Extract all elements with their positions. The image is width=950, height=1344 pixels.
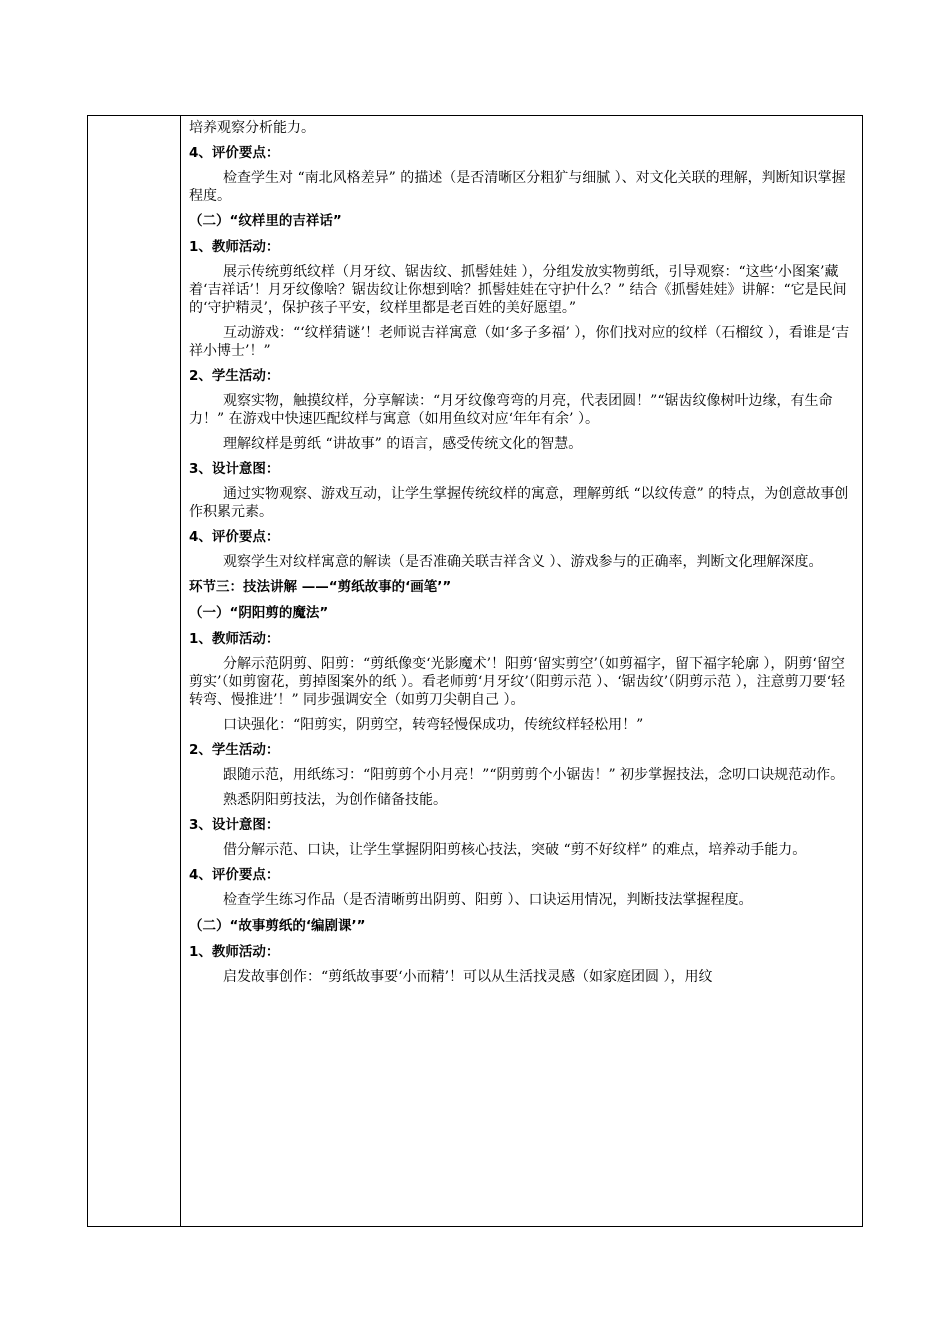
heading-teacher-activity: 1、教师活动： bbox=[189, 944, 280, 960]
paragraph: 观察实物，触摸纹样，分享解读：“月牙纹像弯弯的月亮，代表团圆！”“锯齿纹像树叶边缘，有生命力！” 在游戏中快速匹配纹样与寓意（如用鱼纹对应‘年年有余’ ）。 bbox=[189, 393, 833, 427]
paragraph: 启发故事创作：“剪纸故事要‘小而精’！可以从生活找灵感（如家庭团圆 ），用纹 bbox=[223, 969, 713, 985]
paragraph: 分解示范阴剪、阳剪：“剪纸像变‘光影魔术’！阳剪‘留实剪空’（如剪福字，留下福字轮廓 ），阴剪‘留空剪实’（如剪窗花，剪掉图案外的纸 ）。看老师剪‘月牙纹’（阳剪示范 ）、‘锯齿纹’（阴剪示范 ），注意剪刀要‘轻转弯、慢推进’！” 同步强调安全（如剪刀尖朝自己 ）。 bbox=[189, 656, 846, 708]
heading-evaluation: 4、评价要点： bbox=[189, 867, 280, 883]
paragraph: 观察学生对纹样寓意的解读（是否准确关联吉祥含义 ）、游戏参与的正确率，判断文化理解深度。 bbox=[223, 554, 823, 570]
lesson-plan-table bbox=[87, 115, 863, 1227]
heading-student-activity: 2、学生活动： bbox=[189, 368, 280, 384]
stage-heading: 环节三：技法讲解 ——“剪纸故事的‘画笔’” bbox=[189, 579, 452, 595]
section-heading: （二）“纹样里的吉祥话” bbox=[189, 213, 342, 229]
content-cell bbox=[189, 119, 851, 986]
heading-evaluation: 4、评价要点： bbox=[189, 529, 280, 545]
left-column-cell bbox=[88, 116, 181, 1226]
paragraph: 检查学生练习作品（是否清晰剪出阴剪、阳剪 ）、口诀运用情况，判断技法掌握程度。 bbox=[223, 892, 753, 908]
paragraph: 互动游戏：“‘纹样猜谜’！老师说吉祥寓意（如‘多子多福’ ），你们找对应的纹样（石榴纹 ），看谁是‘吉祥小博士’！” bbox=[189, 325, 850, 359]
paragraph: 通过实物观察、游戏互动，让学生掌握传统纹样的寓意，理解剪纸 “以纹传意” 的特点，为创意故事创作积累元素。 bbox=[189, 486, 849, 520]
section-heading: （二）“故事剪纸的‘编剧课’” bbox=[189, 918, 366, 934]
paragraph: 口诀强化：“阳剪实，阴剪空，转弯轻慢保成功，传统纹样轻松用！” bbox=[223, 717, 644, 733]
heading-teacher-activity: 1、教师活动： bbox=[189, 631, 280, 647]
paragraph: 展示传统剪纸纹样（月牙纹、锯齿纹、抓髻娃娃 ），分组发放实物剪纸，引导观察：“这些‘小图案’藏着‘吉祥话’！月牙纹像啥？锯齿纹让你想到啥？抓髻娃娃在守护什么？” 结合《抓髻娃娃》讲解：“它是民间的‘守护精灵’，保护孩子平安，纹样里都是老百姓的美好愿望。” bbox=[189, 264, 847, 316]
heading-student-activity: 2、学生活动： bbox=[189, 742, 280, 758]
heading-teacher-activity: 1、教师活动： bbox=[189, 239, 280, 255]
paragraph: 培养观察分析能力。 bbox=[189, 120, 315, 136]
paragraph: 理解纹样是剪纸 “讲故事” 的语言，感受传统文化的智慧。 bbox=[223, 436, 583, 452]
paragraph: 熟悉阴阳剪技法，为创作储备技能。 bbox=[223, 792, 447, 808]
paragraph: 检查学生对 “南北风格差异” 的描述（是否清晰区分粗犷与细腻 ）、对文化关联的理解，判断知识掌握程度。 bbox=[189, 170, 846, 204]
paragraph: 跟随示范，用纸练习：“阳剪剪个小月亮！”“阴剪剪个小锯齿！” 初步掌握技法，念叨口诀规范动作。 bbox=[223, 767, 845, 783]
heading-design-intent: 3、设计意图： bbox=[189, 461, 280, 477]
heading-evaluation: 4、评价要点： bbox=[189, 145, 280, 161]
heading-design-intent: 3、设计意图： bbox=[189, 817, 280, 833]
paragraph: 借分解示范、口诀，让学生掌握阴阳剪核心技法，突破 “剪不好纹样” 的难点，培养动手能力。 bbox=[223, 842, 807, 858]
section-heading: （一）“阴阳剪的魔法” bbox=[189, 605, 329, 621]
